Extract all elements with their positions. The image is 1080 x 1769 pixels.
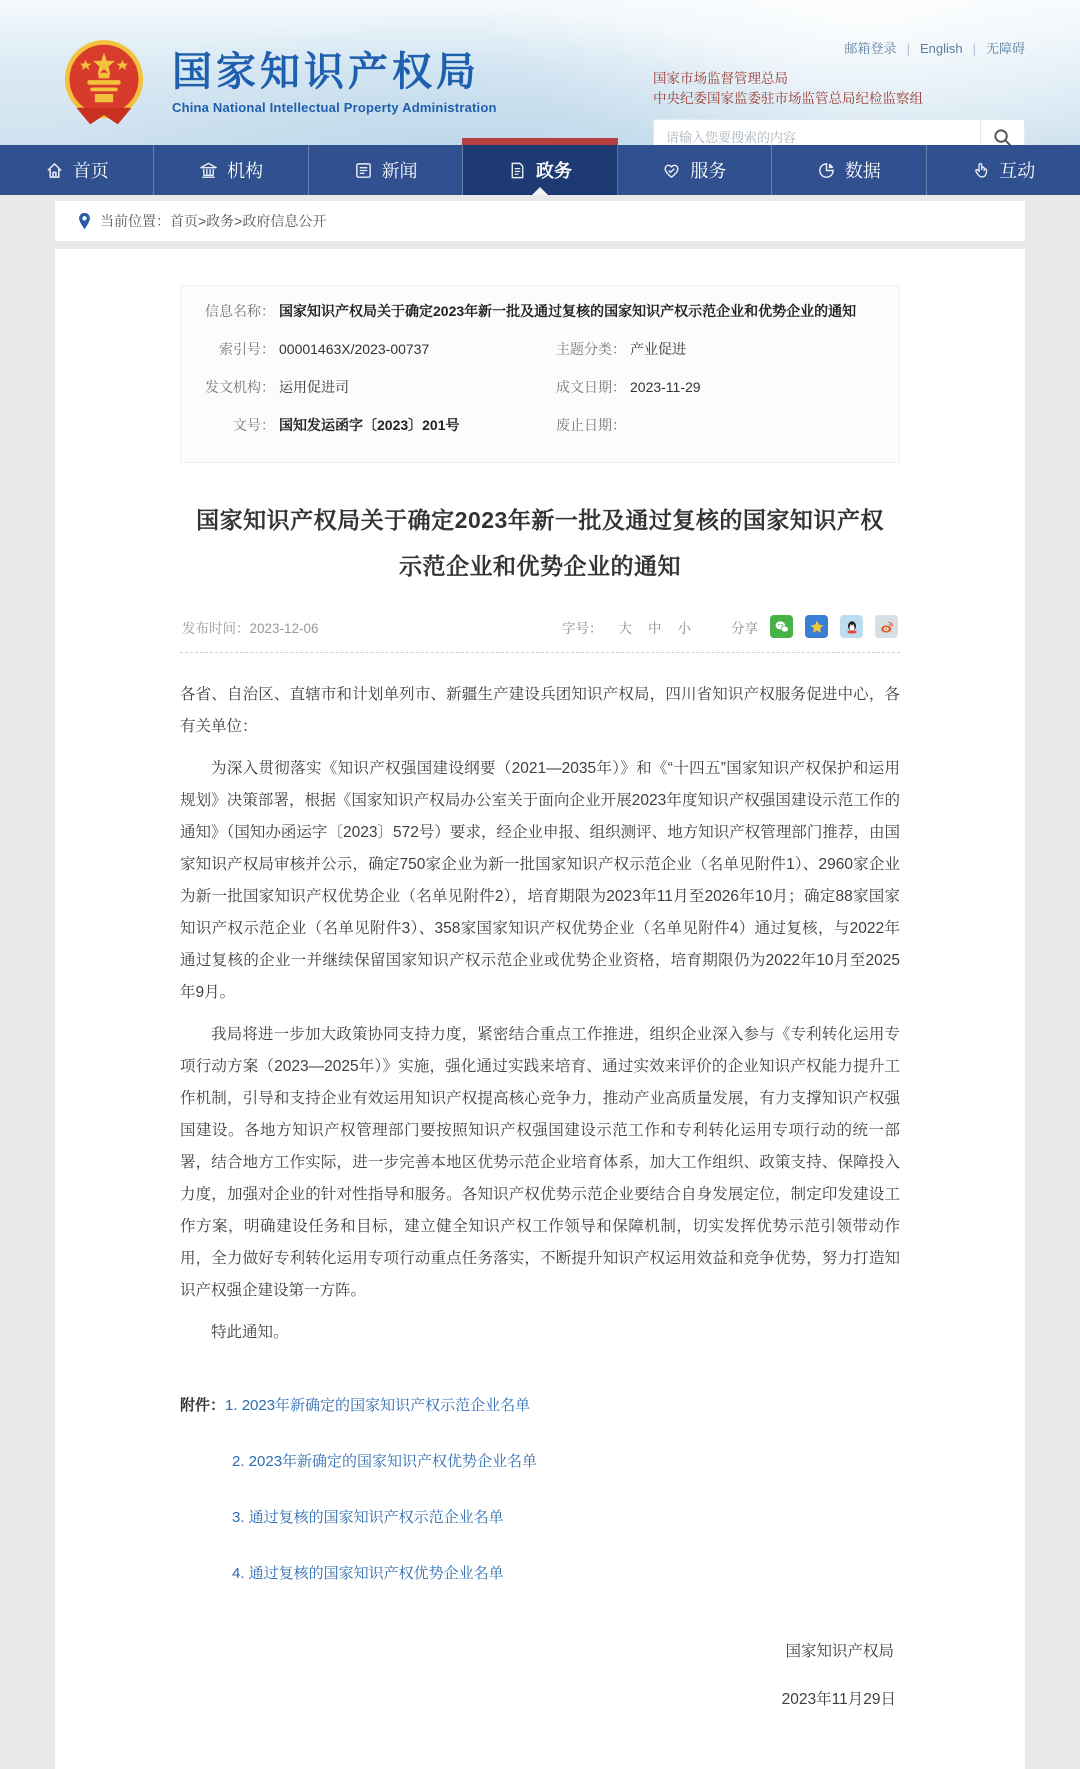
heart-icon (662, 161, 681, 180)
publish-time (182, 617, 562, 637)
english-link[interactable]: English (919, 41, 963, 56)
info-cell-agency (199, 376, 540, 398)
info-repeal-label: 废止日期： (556, 417, 626, 433)
info-date-label: 成文日期： (556, 379, 626, 395)
info-agency-label: 发文机构： (205, 379, 275, 395)
info-row-name (199, 300, 881, 322)
fontsize-medium-button[interactable]: 中 (648, 620, 662, 636)
article-title: 国家知识产权局关于确定2023年新一批及通过复核的国家知识产权示范企业和优势企业的通知 (196, 507, 884, 579)
info-agency-value: 运用促进司 (279, 379, 349, 395)
attachment-link-4[interactable]: 4. 通过复核的国家知识产权优势企业名单 (232, 1565, 504, 1582)
signature-name: 国家知识产权局 (785, 1643, 894, 1660)
attachment-link-2[interactable]: 2. 2023年新确定的国家知识产权优势企业名单 (232, 1453, 538, 1470)
info-topic-label: 主题分类： (556, 341, 626, 357)
accessibility-link[interactable]: 无障碍 (985, 41, 1025, 56)
fontsize-control (562, 617, 691, 637)
attachment-row-3 (232, 1507, 900, 1529)
info-repeal-value (626, 414, 630, 436)
info-cell-index (199, 338, 540, 360)
document-icon (508, 161, 527, 180)
attachment-row-1 (180, 1395, 900, 1417)
info-name-label: 信息名称： (205, 303, 275, 319)
nav-label: 机构 (227, 161, 264, 181)
news-icon (354, 161, 373, 180)
publish-date: 2023-12-06 (249, 620, 319, 636)
weibo-share-button[interactable] (875, 615, 898, 638)
nav-label: 新闻 (381, 161, 418, 181)
info-date-value: 2023-11-29 (630, 379, 701, 395)
home-icon (45, 161, 64, 180)
info-cell-date (540, 376, 881, 398)
paragraph-notice: 特此通知。 (211, 1324, 289, 1341)
nav-label: 互动 (999, 161, 1036, 181)
publish-label: 发布时间： (182, 620, 250, 636)
nav-item-org[interactable] (154, 145, 308, 195)
nav-item-news[interactable] (309, 145, 463, 195)
breadcrumb-label: 当前位置： (100, 213, 170, 229)
site-title: 国家知识产权局 (172, 48, 480, 94)
info-docno-label: 文号： (233, 417, 275, 433)
article-meta (180, 607, 900, 653)
wechat-icon (774, 619, 790, 635)
hand-icon (971, 161, 990, 180)
qzone-icon (809, 619, 825, 635)
location-pin-icon (77, 212, 92, 230)
article-body (180, 679, 900, 1349)
breadcrumb-text (100, 211, 326, 231)
info-docno-value: 国知发运函字〔2023〕201号 (279, 417, 460, 433)
info-table (180, 285, 900, 463)
qzone-share-button[interactable] (805, 615, 828, 638)
info-cell-repeal (540, 414, 881, 436)
nav-label: 服务 (690, 161, 727, 181)
breadcrumb (55, 201, 1025, 241)
discipline-inspection-link[interactable]: 中央纪委国家监委驻市场监管总局纪检监察组 (653, 91, 923, 106)
logo[interactable] (58, 36, 497, 128)
mail-login-link[interactable]: 邮箱登录 (844, 41, 897, 56)
top-links (653, 38, 1025, 57)
main-nav (0, 145, 1080, 195)
nav-item-gov[interactable] (463, 145, 617, 195)
attachments (180, 1395, 900, 1585)
qq-icon (844, 619, 860, 635)
header-right (653, 38, 1025, 145)
breadcrumb-path[interactable]: 首页>政务>政府信息公开 (170, 213, 327, 229)
paragraph-2: 我局将进一步加大政策协同支持力度，紧密结合重点工作推进，组织企业深入参与《专利转化运用专项行动方案（2023—2025年）》实施，强化通过实践来培育、通过实效来评价的企业知识产权能力提升工作机制，引导和支持企业有效运用知识产权提高核心竞争力，推动产业高质量发展，有力支撑知识产权强国建设。各地方知识产权管理部门要按照知识产权强国建设示范工作和专利转化运用专项行动的统一部署，结合地方工作实际，进一步完善本地区优势示范企业培育体系，加大工作组织、政策支持、保障投入力度，加强对企业的针对性指导和服务。各知识产权优势示范企业要结合自身发展定位，制定印发建设工作方案，明确建设任务和目标，建立健全知识产权工作领导和保障机制，切实发挥优势示范引领带动作用，全力做好专利转化运用专项行动重点任务落实，不断提升知识产权运用效益和竞争优势，努力打造知识产权强企建设第一方阵。 (180, 1026, 900, 1299)
bank-icon (199, 161, 218, 180)
info-row-2 (199, 338, 881, 360)
info-row-4 (199, 414, 881, 436)
paragraph-salutation: 各省、自治区、直辖市和计划单列市、新疆生产建设兵团知识产权局，四川省知识产权服务促进中心，各有关单位： (180, 686, 900, 735)
info-topic-value: 产业促进 (630, 341, 686, 357)
nav-item-data[interactable] (772, 145, 926, 195)
attachment-link-3[interactable]: 3. 通过复核的国家知识产权示范企业名单 (232, 1509, 504, 1526)
qq-share-button[interactable] (840, 615, 863, 638)
logo-text (172, 50, 497, 115)
attachment-row-4 (232, 1563, 900, 1585)
attachment-link-1[interactable]: 1. 2023年新确定的国家知识产权示范企业名单 (225, 1397, 531, 1414)
info-name-value: 国家知识产权局关于确定2023年新一批及通过复核的国家知识产权示范企业和优势企业的通知 (279, 303, 857, 319)
nav-item-interact[interactable] (927, 145, 1080, 195)
weibo-icon (879, 619, 895, 635)
fontsize-label: 字号： (562, 620, 603, 636)
divider: | (906, 41, 910, 56)
signature-block (180, 1639, 900, 1709)
divider: | (972, 41, 976, 56)
nav-item-service[interactable] (618, 145, 772, 195)
search-input[interactable] (654, 120, 980, 145)
signature-date: 2023年11月29日 (781, 1691, 896, 1708)
paragraph-1: 为深入贯彻落实《知识产权强国建设纲要（2021—2035年）》和《“十四五”国家知识产权保护和运用规划》决策部署，根据《国家知识产权局办公室关于面向企业开展2023年度知识产权强国建设示范工作的通知》（国知办函运字〔2023〕572号）要求，经企业申报、组织测评、地方知识产权管理部门推荐，由国家知识产权局审核并公示，确定750家企业为新一批国家知识产权示范企业（名单见附件1）、2960家企业为新一批国家知识产权优势企业（名单见附件2），培育期限为2023年11月至2026年10月；确定88家国家知识产权示范企业（名单见附件3）、358家国家知识产权优势企业（名单见附件4）通过复核，与2022年通过复核的企业一并继续保留国家知识产权示范企业或优势企业资格，培育期限仍为2022年10月至2025年9月。 (180, 760, 900, 1001)
fontsize-small-button[interactable]: 小 (677, 620, 691, 636)
share-label: 分享 (731, 620, 758, 636)
nav-item-home[interactable] (0, 145, 154, 195)
samr-link[interactable]: 国家市场监督管理总局 (653, 71, 788, 86)
search-icon (993, 128, 1012, 146)
org-links (653, 69, 1025, 109)
info-index-label: 索引号： (219, 341, 275, 357)
site-header (0, 0, 1080, 145)
attachment-row-2 (232, 1451, 900, 1473)
info-index-value: 00001463X/2023-00737 (279, 341, 430, 357)
nav-label: 首页 (72, 161, 109, 181)
attachments-label: 附件： (180, 1397, 226, 1414)
national-emblem-icon (58, 36, 150, 128)
content-panel (55, 249, 1025, 1769)
share-bar (731, 615, 898, 638)
search-box (653, 119, 1025, 145)
nav-label: 政务 (535, 161, 572, 181)
info-row-3 (199, 376, 881, 398)
site-subtitle: China National Intellectual Property Administration (172, 99, 497, 115)
info-cell-topic (540, 338, 881, 360)
fontsize-large-button[interactable]: 大 (618, 620, 632, 636)
search-button[interactable] (980, 120, 1024, 145)
pie-chart-icon (817, 161, 836, 180)
wechat-share-button[interactable] (770, 615, 793, 638)
nav-label: 数据 (844, 161, 881, 181)
info-cell-docno (199, 414, 540, 436)
